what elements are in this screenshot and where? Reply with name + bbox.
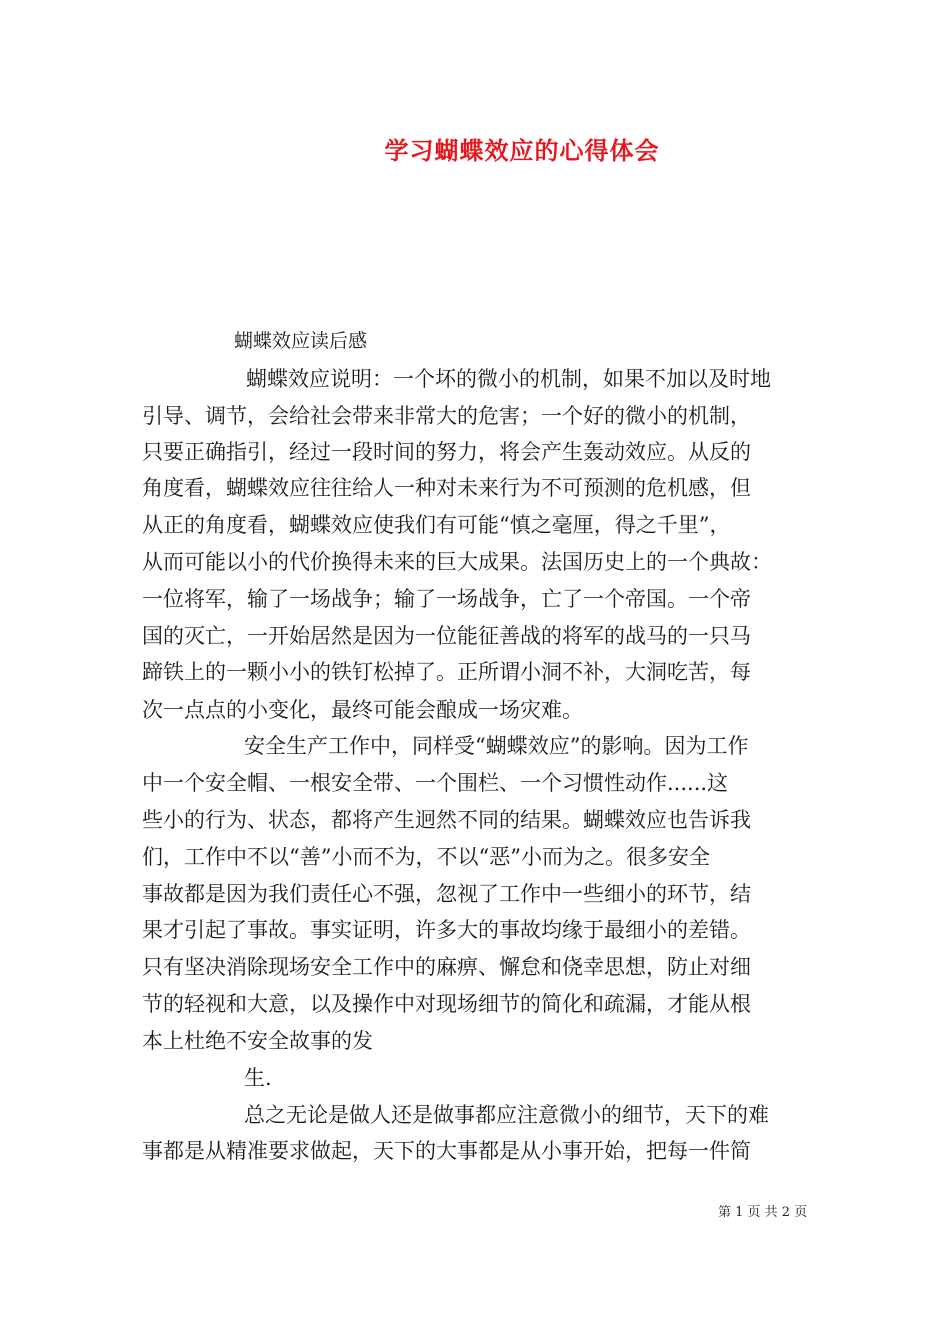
body-line: 只要正确指引，经过一段时间的努力，将会产生轰动效应。从反的 (142, 440, 751, 464)
body-line: 事故都是因为我们责任心不强，忽视了工作中一些细小的环节，结 (142, 882, 751, 906)
body-line: 总之无论是做人还是做事都应注意微小的细节，天下的难 (244, 1103, 769, 1127)
body-line: 引导、调节，会给社会带来非常大的危害；一个好的微小的机制， (142, 404, 751, 428)
body-line: 一位将军，输了一场战争；输了一场战争，亡了一个帝国。一个帝 (142, 587, 751, 611)
body-line: 中一个安全帽、一根安全带、一个围栏、一个习惯性动作......这 (142, 771, 729, 795)
body-line: 只有坚决消除现场安全工作中的麻痹、懈怠和侥幸思想，防止对细 (142, 955, 751, 979)
body-line: 本上杜绝不安全故事的发 (142, 1029, 373, 1053)
body-line: 次一点点的小变化，最终可能会酿成一场灾难。 (142, 698, 583, 722)
body-line: 角度看，蝴蝶效应往往给人一种对未来行为不可预测的危机感，但 (142, 476, 751, 500)
document-title: 学习蝴蝶效应的心得体会 (384, 136, 660, 165)
body-line: 生. (244, 1066, 272, 1090)
body-line: 从而可能以小的代价换得未来的巨大成果。法国历史上的一个典故： (142, 550, 772, 574)
body-line: 们，工作中不以“善”小而不为，不以“恶”小而为之。很多安全 (142, 845, 710, 869)
document-subtitle: 蝴蝶效应读后感 (234, 330, 368, 352)
body-line: 蹄铁上的一颗小小的铁钉松掉了。正所谓小洞不补，大洞吃苦，每 (142, 660, 751, 684)
body-line: 从正的角度看，蝴蝶效应使我们有可能“慎之毫厘，得之千里”， (142, 513, 731, 537)
body-line: 节的轻视和大意，以及操作中对现场细节的简化和疏漏，才能从根 (142, 992, 751, 1016)
body-line: 蝴蝶效应说明：一个坏的微小的机制，如果不加以及时地 (246, 367, 771, 391)
body-line: 事都是从精准要求做起，天下的大事都是从小事开始，把每一件简 (142, 1139, 751, 1163)
page-footer: 第 1 页 共 2 页 (718, 1205, 808, 1220)
body-line: 果才引起了事故。事实证明，许多大的事故均缘于最细小的差错。 (142, 918, 751, 942)
body-line: 安全生产工作中，同样受“蝴蝶效应”的影响。因为工作 (244, 734, 749, 758)
body-line: 国的灭亡，一开始居然是因为一位能征善战的将军的战马的一只马 (142, 624, 751, 648)
body-line: 些小的行为、状态，都将产生迥然不同的结果。蝴蝶效应也告诉我 (142, 808, 751, 832)
